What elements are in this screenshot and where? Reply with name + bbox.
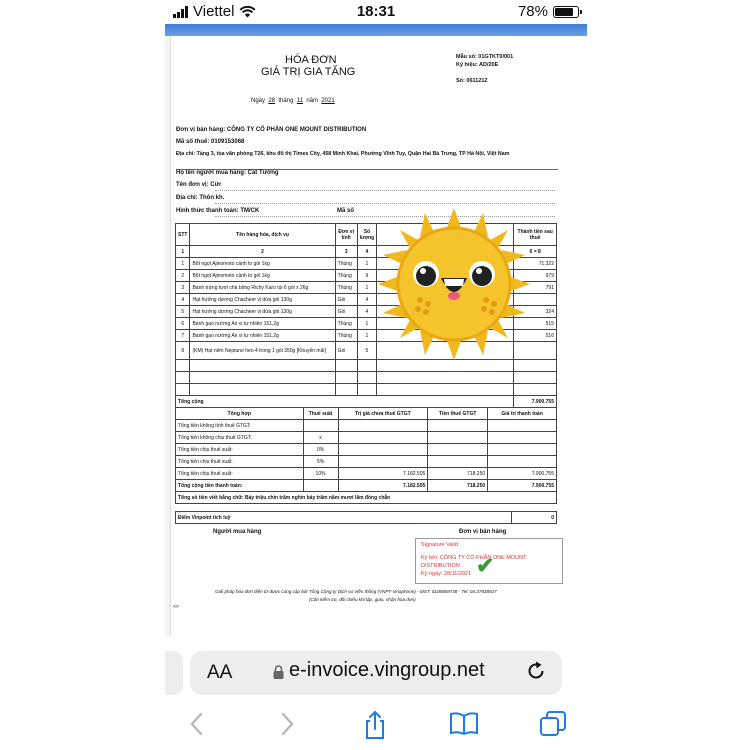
reader-settings-button[interactable]: AA <box>207 662 233 683</box>
url-text[interactable]: e-invoice.vingroup.net <box>289 659 485 681</box>
battery-icon <box>553 6 579 18</box>
summary-table <box>175 407 557 504</box>
browser-toolbar <box>165 702 587 750</box>
signature-signer: Ký bởi: CÔNG TY CỔ PHẦN ONE MOUNT <box>421 555 527 561</box>
invoice-document <box>173 36 587 636</box>
forward-icon[interactable] <box>277 710 297 738</box>
vinpoint-table: Điểm Vinpoint tích luỹ 0 <box>175 511 557 524</box>
dotted-line <box>215 203 555 204</box>
lock-icon <box>273 665 284 679</box>
col-number: 2 <box>190 246 335 258</box>
checkmark-icon: ✔ <box>476 553 495 578</box>
col-header: Số lượng <box>357 224 377 246</box>
col-number: 1 <box>176 246 190 258</box>
invoice-series: Ký hiệu: AD/20E <box>456 62 499 68</box>
seller-name: Đơn vị bán hàng: CÔNG TY CỔ PHẦN ONE MOUNT DISTRIBUTION <box>176 127 367 133</box>
table-row: 3 Bánh trứng tươi chà bông Richy Karo túi 6 gói x 26g Thùng 1 791 <box>176 282 557 294</box>
digital-signature-box <box>415 538 563 584</box>
phone-screen <box>165 0 587 750</box>
status-bar <box>165 0 587 24</box>
buyer-unit: Tên đơn vị: Cừr <box>176 182 222 188</box>
col-header: STT <box>176 224 190 246</box>
table-row: 8 (KM) Hạt nêm Neptune heo 4 trong 1 gói 350g [Khuyến mãi] Gói 5 <box>176 342 557 360</box>
col-header: Thành tiền sau thuế <box>514 224 557 246</box>
side-panel-strip <box>165 36 171 636</box>
tabs-icon[interactable] <box>539 710 567 738</box>
col-header: Tên hàng hóa, dịch vụ <box>190 224 335 246</box>
invoice-subtitle: GIÁ TRỊ GIA TĂNG <box>261 66 356 78</box>
previous-tab-peek[interactable] <box>165 651 183 695</box>
battery-percent: 78% <box>517 3 548 20</box>
bookmarks-icon[interactable] <box>449 710 479 736</box>
carrier-name: Viettel <box>193 3 235 20</box>
footer-marker: <> <box>173 604 179 610</box>
reload-icon[interactable] <box>525 660 547 682</box>
table-row: 5 Hạt hướng dương Chacheer vị dừa gói 130g Gói 4 324 <box>176 306 557 318</box>
seller-signature-label: Đơn vị bán hàng <box>459 529 507 535</box>
col-header: Tổng hợp <box>176 408 304 420</box>
col-header: Đơn vị tính <box>335 224 357 246</box>
invoice-date: Ngày 28 tháng 11 năm 2021 <box>251 98 335 104</box>
clock: 18:31 <box>356 3 396 20</box>
page-header-strip <box>165 24 587 36</box>
table-row: 2 Bột ngọt Ajinomoto cánh to gói 1kg Thùng 9 979 <box>176 270 557 282</box>
buyer-address: Địa chỉ: Thôn kh. <box>176 195 225 201</box>
col-header: Thuế suất <box>303 408 338 420</box>
buyer-tax-label: Mã số <box>337 208 355 214</box>
form-number: Mẫu số: 01GTKT0/001 <box>456 54 514 60</box>
buyer-name: Họ tên người mua hàng: Cát Tường <box>176 170 279 176</box>
payment-method: Hình thức thanh toán: TM/CK <box>176 208 260 214</box>
table-row: 7 Bánh gạo nướng An vị tự nhiên 151,2g Thùng 1 516 <box>176 330 557 342</box>
table-row: Tổng tiền không tính thuế GTGT: <box>176 420 557 432</box>
table-row: Tổng tiền không chịu thuế GTGT: x <box>176 432 557 444</box>
table-row: Tổng tiền chịu thuế suất: 10% 7.182.505 718.250 7.900.755 <box>176 468 557 480</box>
footer-provider: Giải pháp hóa đơn điện tử được cung cấp bởi Tổng Công ty Dịch vụ Viễn thông (VNPT-Vinaphone) - MST: 0106869738 - Tel: 04.37938927 <box>215 589 497 594</box>
table-row: Tổng tiền chịu thuế suất: 5% <box>176 456 557 468</box>
dotted-line <box>215 190 555 191</box>
table-row: 1 Bột ngọt Ajinomoto cánh to gói 1kg Thùng 1 71.322 <box>176 258 557 270</box>
col-header: Trị giá chưa thuế GTGT <box>338 408 428 420</box>
summary-total-row: Tổng cộng tiền thanh toán: 7.182.505 718.250 7.900.755 <box>176 480 557 492</box>
signature-signer-2: DISTRIBUTION <box>421 563 460 569</box>
sun-emoji-sticker <box>378 208 530 360</box>
table-row: 6 Bánh gạo nướng An vị tự nhiên 151,2g Thùng 1 515 <box>176 318 557 330</box>
col-number: 4 <box>357 246 377 258</box>
invoice-title: HÓA ĐƠN <box>285 54 337 66</box>
amount-in-words-row: Tổng số tiền viết bằng chữ: Bảy triệu chín trăm nghìn bảy trăm năm mươi lăm đồng chẵn <box>176 492 557 504</box>
col-header: Giá trị thanh toán <box>488 408 557 420</box>
total-row: Tổng cộng 7.900.755 <box>176 396 557 408</box>
footer-note: (Cần kiểm tra, đối chiếu khi lập, giao, nhận hóa đơn) <box>309 597 416 602</box>
share-icon[interactable] <box>363 710 387 740</box>
col-number: 3 <box>335 246 357 258</box>
table-row: Tổng tiền chịu thuế suất: 0% <box>176 444 557 456</box>
table-row: 4 Hạt hướng dương Chacheer vị dừa gói 130g Gói 4 <box>176 294 557 306</box>
signature-date: Ký ngày: 28/11/2021 <box>421 571 472 577</box>
buyer-signature-label: Người mua hàng <box>213 529 262 535</box>
col-number: 6 = 8 <box>514 246 557 258</box>
seller-address: Địa chỉ: Tầng 3, tòa văn phòng T26, khu đô thị Times City, 458 Minh Khai, Phường Vĩnh Tuy, Quận Hai Bà Trưng, TP Hà Nội, Việt Nam <box>176 151 510 157</box>
back-icon[interactable] <box>187 710 207 738</box>
invoice-number: Số: 0611212 <box>456 78 488 84</box>
seller-tax: Mã số thuế: 0109153068 <box>176 139 245 145</box>
signature-status: Signature Valid <box>421 542 458 548</box>
col-header: Tiền thuế GTGT <box>428 408 488 420</box>
